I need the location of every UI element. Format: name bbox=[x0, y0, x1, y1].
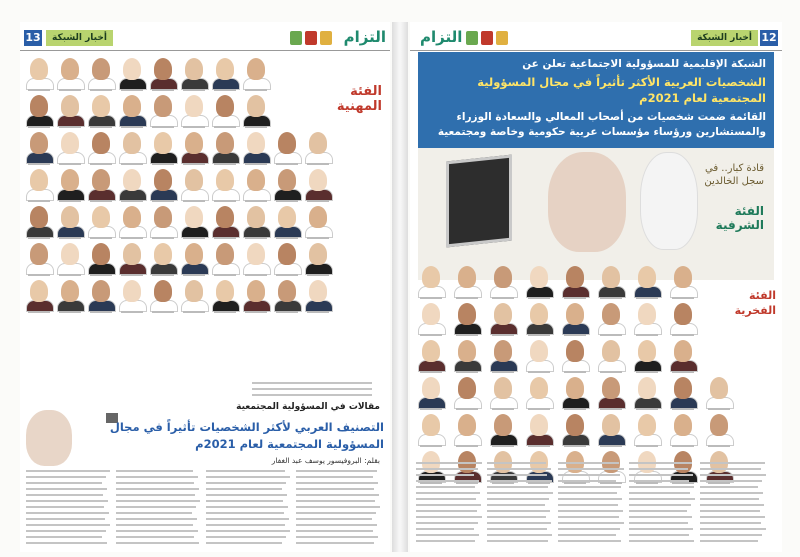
portrait bbox=[243, 95, 269, 129]
network-logo-icon bbox=[290, 31, 302, 45]
portrait bbox=[526, 377, 552, 411]
portrait bbox=[274, 243, 300, 277]
portrait bbox=[670, 303, 696, 337]
logo-group bbox=[466, 31, 508, 45]
portrait bbox=[181, 206, 207, 240]
portrait bbox=[274, 169, 300, 203]
logo-group bbox=[290, 31, 332, 45]
portrait bbox=[150, 169, 176, 203]
portrait bbox=[706, 414, 732, 448]
portrait bbox=[181, 132, 207, 166]
portrait bbox=[212, 206, 238, 240]
portrait-photo bbox=[548, 152, 626, 252]
portrait bbox=[490, 414, 516, 448]
left-page bbox=[20, 22, 390, 552]
portrait bbox=[634, 414, 660, 448]
report-cover-image bbox=[446, 155, 512, 248]
portrait-grid bbox=[26, 58, 331, 351]
portrait bbox=[670, 266, 696, 300]
portrait bbox=[26, 206, 52, 240]
portrait bbox=[26, 243, 52, 277]
portrait bbox=[181, 243, 207, 277]
portrait-grid bbox=[418, 266, 732, 485]
portrait bbox=[305, 280, 331, 314]
portrait bbox=[418, 377, 444, 411]
portrait bbox=[562, 340, 588, 374]
portrait bbox=[243, 132, 269, 166]
portrait bbox=[418, 340, 444, 374]
portrait bbox=[670, 414, 696, 448]
portrait bbox=[274, 280, 300, 314]
portrait bbox=[490, 340, 516, 374]
banner-line-1: الشبكة الإقليمية للمسؤولية الاجتماعية تعلن عن bbox=[522, 58, 766, 70]
portrait bbox=[243, 169, 269, 203]
portrait bbox=[454, 266, 480, 300]
portrait bbox=[26, 95, 52, 129]
portrait bbox=[454, 340, 480, 374]
portrait bbox=[88, 95, 114, 129]
portrait bbox=[418, 303, 444, 337]
page-gutter bbox=[392, 22, 408, 552]
portrait bbox=[305, 206, 331, 240]
portrait bbox=[274, 132, 300, 166]
portrait bbox=[418, 266, 444, 300]
portrait bbox=[212, 58, 238, 92]
portrait bbox=[562, 303, 588, 337]
portrait bbox=[243, 206, 269, 240]
portrait bbox=[150, 206, 176, 240]
portrait bbox=[119, 280, 145, 314]
partner-logo-icon bbox=[320, 31, 332, 45]
portrait bbox=[243, 58, 269, 92]
portrait bbox=[706, 377, 732, 411]
portrait bbox=[598, 303, 624, 337]
portrait bbox=[212, 132, 238, 166]
banner-headline: الشخصيات العربية الأكثر تأثيراً في مجال المسؤولية المجتمعية لعام 2021م bbox=[477, 75, 766, 105]
section-tag: أخبار الشبكة bbox=[691, 30, 758, 46]
portrait bbox=[634, 340, 660, 374]
portrait bbox=[490, 303, 516, 337]
portrait bbox=[181, 169, 207, 203]
page-number: 13 bbox=[25, 31, 41, 44]
portrait bbox=[598, 340, 624, 374]
portrait bbox=[119, 132, 145, 166]
portrait bbox=[562, 266, 588, 300]
portrait bbox=[181, 280, 207, 314]
portrait bbox=[562, 377, 588, 411]
portrait bbox=[212, 280, 238, 314]
quote-category: الفئة الشرفية bbox=[715, 204, 764, 232]
portrait bbox=[26, 169, 52, 203]
portrait bbox=[454, 414, 480, 448]
portrait bbox=[57, 132, 83, 166]
portrait bbox=[57, 243, 83, 277]
portrait bbox=[526, 414, 552, 448]
portrait bbox=[57, 280, 83, 314]
portrait bbox=[119, 243, 145, 277]
portrait bbox=[598, 414, 624, 448]
portrait bbox=[305, 132, 331, 166]
partner-logo-icon bbox=[481, 31, 493, 45]
portrait bbox=[454, 303, 480, 337]
portrait bbox=[88, 169, 114, 203]
headline-banner bbox=[418, 52, 774, 280]
portrait bbox=[634, 303, 660, 337]
portrait bbox=[150, 243, 176, 277]
right-header bbox=[410, 28, 782, 51]
portrait bbox=[526, 303, 552, 337]
portrait bbox=[490, 266, 516, 300]
left-header bbox=[20, 28, 390, 51]
portrait bbox=[562, 414, 588, 448]
portrait bbox=[598, 266, 624, 300]
portrait bbox=[181, 95, 207, 129]
portrait bbox=[526, 266, 552, 300]
portrait bbox=[212, 243, 238, 277]
portrait bbox=[57, 58, 83, 92]
portrait bbox=[88, 132, 114, 166]
portrait bbox=[490, 377, 516, 411]
portrait bbox=[150, 58, 176, 92]
portrait bbox=[26, 58, 52, 92]
portrait bbox=[243, 243, 269, 277]
pull-quote: قادة كبار.. في سجل الخالدين bbox=[704, 163, 764, 187]
portrait bbox=[119, 206, 145, 240]
portrait bbox=[150, 132, 176, 166]
masthead: التزام bbox=[420, 28, 463, 46]
portrait bbox=[88, 243, 114, 277]
portrait bbox=[526, 340, 552, 374]
partner-logo-icon bbox=[496, 31, 508, 45]
category-label: الفئة الفخرية bbox=[734, 289, 776, 317]
portrait bbox=[26, 280, 52, 314]
portrait bbox=[88, 206, 114, 240]
portrait bbox=[634, 377, 660, 411]
portrait bbox=[598, 377, 624, 411]
portrait bbox=[305, 169, 331, 203]
article-title: التصنيف العربي لأكثر الشخصيات تأثيراً في مجال المسؤولية المجتمعية لعام 2021م bbox=[109, 420, 384, 451]
portrait bbox=[119, 95, 145, 129]
page-number: 12 bbox=[761, 31, 777, 44]
portrait bbox=[119, 58, 145, 92]
portrait bbox=[150, 280, 176, 314]
portrait bbox=[305, 243, 331, 277]
partner-logo-icon bbox=[305, 31, 317, 45]
portrait bbox=[26, 132, 52, 166]
byline: بقلم: البروفيسور يوسف عبد الغفار bbox=[271, 456, 380, 465]
portrait bbox=[243, 280, 269, 314]
portrait bbox=[181, 58, 207, 92]
portrait bbox=[212, 95, 238, 129]
portrait bbox=[57, 169, 83, 203]
network-logo-icon bbox=[466, 31, 478, 45]
portrait bbox=[212, 169, 238, 203]
category-label: الفئة المهنية bbox=[336, 84, 382, 114]
portrait bbox=[150, 95, 176, 129]
portrait bbox=[119, 169, 145, 203]
portrait bbox=[57, 206, 83, 240]
article-kicker: مقالات في المسؤولية المجتمعية bbox=[236, 402, 380, 412]
portrait bbox=[670, 377, 696, 411]
right-page bbox=[410, 22, 782, 552]
section-tag: أخبار الشبكة bbox=[46, 30, 113, 46]
portrait bbox=[57, 95, 83, 129]
masthead: التزام bbox=[343, 28, 386, 46]
portrait bbox=[634, 266, 660, 300]
portrait bbox=[88, 280, 114, 314]
portrait bbox=[454, 377, 480, 411]
banner-subhead: القائمة ضمت شخصيات من أصحاب المعالي والسعادة الوزراء والمستشارين ورؤساء مؤسسات عربية حكومية وخاصة ومجتمعية bbox=[437, 111, 766, 138]
portrait bbox=[274, 206, 300, 240]
portrait bbox=[88, 58, 114, 92]
portrait bbox=[670, 340, 696, 374]
feature-photos bbox=[418, 148, 774, 280]
portrait bbox=[418, 414, 444, 448]
